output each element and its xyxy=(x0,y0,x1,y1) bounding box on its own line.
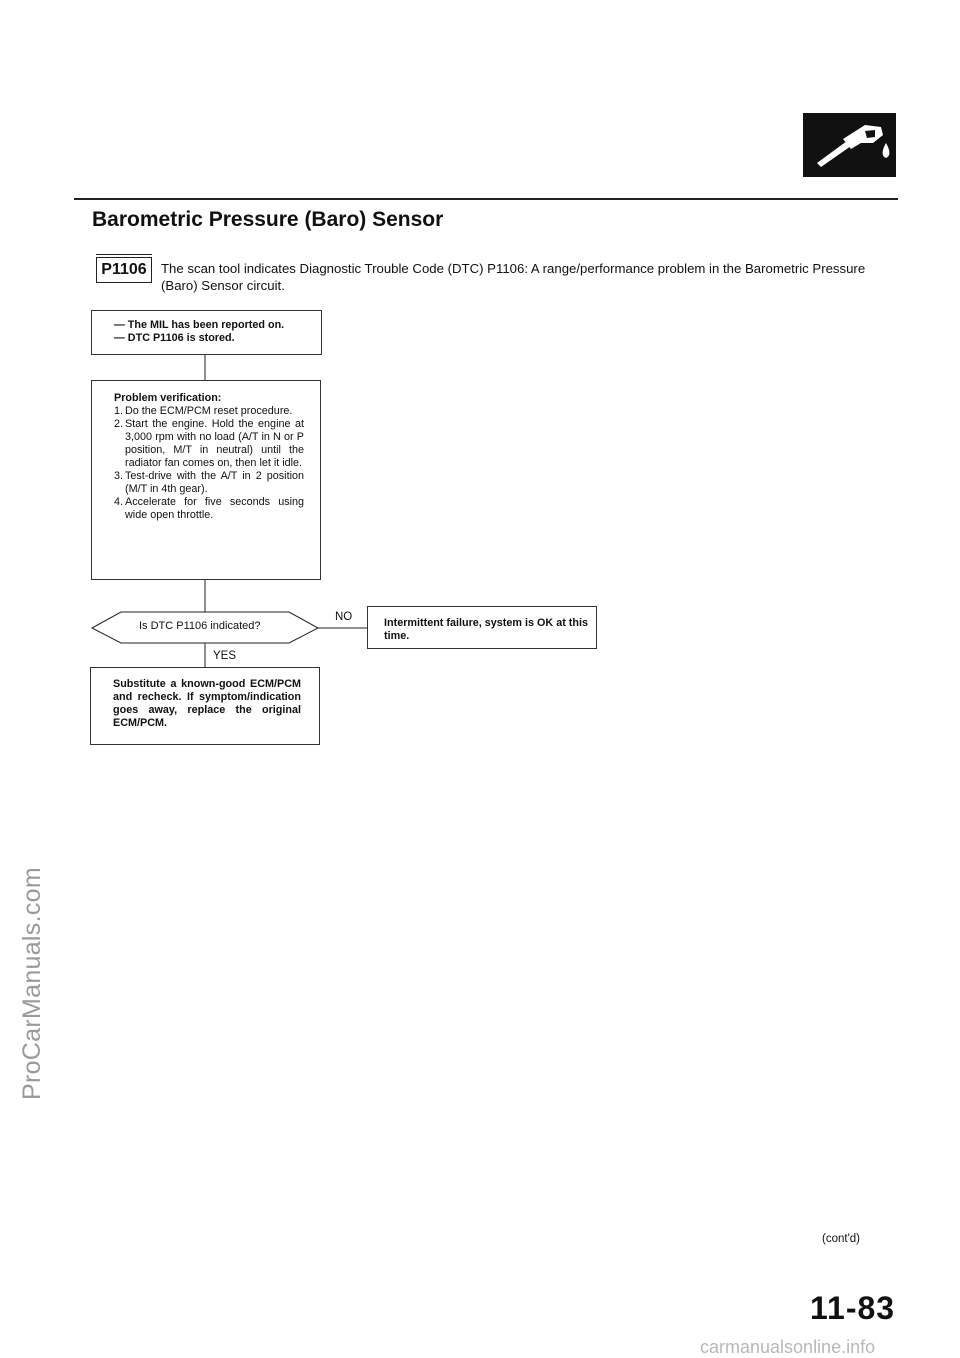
verification-step xyxy=(114,470,304,496)
step-text: Accelerate for five seconds using wide open throttle. xyxy=(125,496,304,521)
footer-watermark: carmanualsonline.info xyxy=(700,1337,876,1357)
step-number: 1. xyxy=(114,405,124,417)
page-number: 11-83 xyxy=(810,1290,896,1326)
page-title: Barometric Pressure (Baro) Sensor xyxy=(92,208,444,231)
dtc-code-badge: P1106 xyxy=(96,257,152,283)
step-number: 3. xyxy=(114,470,124,482)
verification-heading: Problem verification: xyxy=(114,392,222,404)
yes-branch-label: YES xyxy=(213,650,237,662)
problem-verification-box xyxy=(91,380,321,580)
substitute-ecm-box: Substitute a known-good ECM/PCM and recheck. If symptom/indication goes away, replace the original ECM/PCM. xyxy=(90,667,320,745)
dtc-description: The scan tool indicates Diagnostic Trouble Code (DTC) P1106: A range/performance problem in the Barometric Pressure (Baro) Sensor circuit. xyxy=(161,261,866,293)
intermittent-failure-box: Intermittent failure, system is OK at this time. xyxy=(367,606,597,649)
continued-note: (cont'd) xyxy=(822,1233,860,1245)
step-text: Test-drive with the A/T in 2 position (M/T in 4th gear). xyxy=(125,470,304,495)
verification-step xyxy=(114,405,304,418)
step-text: Do the ECM/PCM reset procedure. xyxy=(125,405,293,417)
initial-line: — DTC P1106 is stored. xyxy=(114,332,235,344)
site-watermark: ProCarManuals.com xyxy=(18,867,46,1100)
no-branch-label: NO xyxy=(335,611,353,623)
verification-step xyxy=(114,418,304,470)
step-number: 4. xyxy=(114,496,124,508)
step-text: Start the engine. Hold the engine at 3,000 rpm with no load (A/T in N or P position, M/T in neutral) until the radiator fan comes on, then let it idle. xyxy=(125,418,304,469)
verification-step xyxy=(114,496,304,522)
initial-condition-box xyxy=(91,310,322,355)
initial-line: — The MIL has been reported on. xyxy=(114,319,285,331)
decision-question: Is DTC P1106 indicated? xyxy=(139,620,261,632)
step-number: 2. xyxy=(114,418,124,430)
